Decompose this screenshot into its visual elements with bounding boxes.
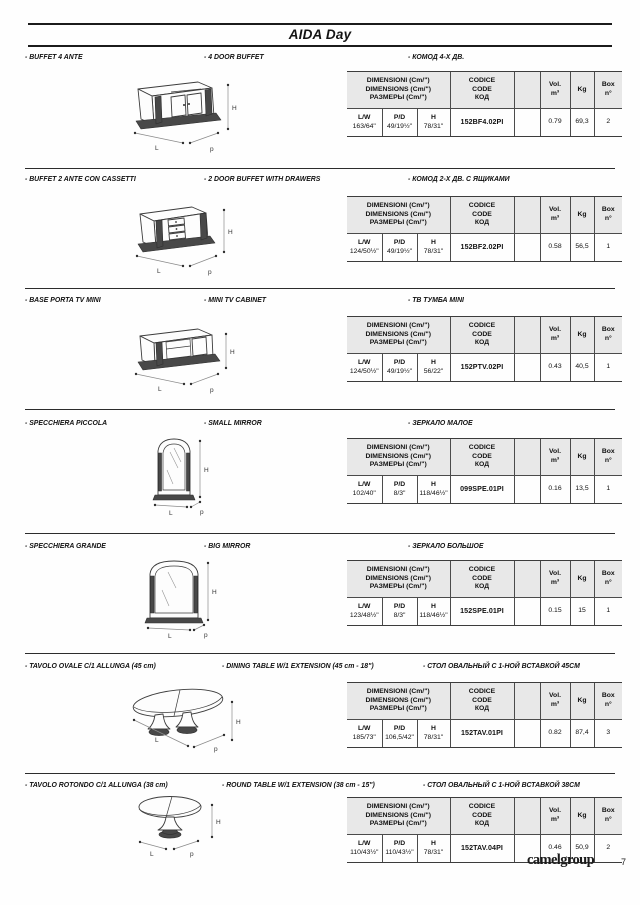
dimensions-header: DIMENSIONI (Cm/") DIMENSIONS (Cm/") РАЗМЕРЫ (Cm/") — [347, 317, 450, 354]
volume-value: 0.79 — [540, 109, 570, 137]
box-value: 1 — [594, 598, 622, 626]
weight-value: 40,5 — [570, 354, 594, 382]
product-code: 152BF2.02PI — [450, 234, 514, 262]
pd-cell: P/D 49/19½" — [382, 109, 417, 137]
section-divider — [25, 288, 615, 289]
length-dim-label: L — [169, 510, 173, 517]
height-dim-label: H — [230, 349, 235, 356]
volume-header: Vol. m³ — [540, 798, 570, 835]
box-header: Box n° — [594, 439, 622, 476]
lw-cell: L/W 124/50½" — [347, 354, 382, 382]
volume-header: Vol. m³ — [540, 197, 570, 234]
weight-header: Kg — [570, 561, 594, 598]
volume-value: 0.82 — [540, 720, 570, 748]
dimensions-header: DIMENSIONI (Cm/") DIMENSIONS (Cm/") РАЗМЕРЫ (Cm/") — [347, 683, 450, 720]
brand-logo: camelgroup — [527, 852, 595, 868]
weight-header: Kg — [570, 683, 594, 720]
weight-header: Kg — [570, 72, 594, 109]
depth-dim-label: p — [200, 509, 204, 516]
height-dim-label: H — [212, 589, 217, 596]
empty-column — [514, 683, 540, 720]
volume-header: Vol. m³ — [540, 317, 570, 354]
box-header: Box n° — [594, 561, 622, 598]
product-drawing-big-mirror — [128, 556, 248, 644]
lw-cell: L/W 163/64" — [347, 109, 382, 137]
product-code: 152TAV.01PI — [450, 720, 514, 748]
empty-cell — [514, 354, 540, 382]
product-drawing-oval-table — [128, 684, 258, 762]
code-header: CODICE CODE КОД — [450, 197, 514, 234]
box-header: Box n° — [594, 798, 622, 835]
h-cell: H 78/31" — [417, 234, 450, 262]
length-dim-label: L — [157, 268, 161, 275]
code-header: CODICE CODE КОД — [450, 439, 514, 476]
label-english: - 2 DOOR BUFFET WITH DRAWERS — [204, 176, 321, 183]
label-russian: - ТВ ТУМБА MINI — [408, 297, 464, 304]
empty-cell — [514, 234, 540, 262]
height-dim-label: H — [216, 819, 221, 826]
height-dim-label: H — [228, 229, 233, 236]
box-header: Box n° — [594, 317, 622, 354]
page-title: AIDA Day — [288, 27, 352, 42]
product-code: 152BF4.02PI — [450, 109, 514, 137]
empty-column — [514, 72, 540, 109]
code-header: CODICE CODE КОД — [450, 798, 514, 835]
label-russian: - СТОЛ ОВАЛЬНЫЙ С 1-НОЙ ВСТАВКОЙ 38СМ — [423, 782, 580, 789]
label-russian: - ЗЕРКАЛО МАЛОЕ — [408, 420, 473, 427]
depth-dim-label: p — [208, 269, 212, 276]
label-english: - MINI TV CABINET — [204, 297, 267, 304]
spec-table — [347, 682, 622, 748]
pd-cell: P/D 110/43½" — [382, 835, 417, 863]
label-english: - BIG MIRROR — [204, 543, 251, 550]
product-drawing-buffet-2-door — [128, 194, 248, 279]
volume-value: 0.58 — [540, 234, 570, 262]
code-header: CODICE CODE КОД — [450, 561, 514, 598]
pd-cell: P/D 106,5/42" — [382, 720, 417, 748]
lw-cell: L/W 123/48½" — [347, 598, 382, 626]
product-drawing-tv-cabinet — [128, 314, 248, 394]
weight-header: Kg — [570, 439, 594, 476]
h-cell: H 56/22" — [417, 354, 450, 382]
weight-value: 87,4 — [570, 720, 594, 748]
label-italian: - TAVOLO ROTONDO C/1 ALLUNGA (38 cm) — [25, 782, 168, 789]
spec-data-row — [347, 598, 622, 626]
depth-dim-label: p — [214, 746, 218, 753]
spec-data-row — [347, 234, 622, 262]
depth-dim-label: p — [204, 632, 208, 639]
height-dim-label: H — [204, 467, 209, 474]
spec-header-row — [347, 72, 622, 109]
spec-header-row — [347, 317, 622, 354]
weight-header: Kg — [570, 798, 594, 835]
empty-column — [514, 798, 540, 835]
box-header: Box n° — [594, 72, 622, 109]
spec-header-row — [347, 561, 622, 598]
weight-value: 15 — [570, 598, 594, 626]
code-header: CODICE CODE КОД — [450, 317, 514, 354]
box-value: 1 — [594, 354, 622, 382]
weight-header: Kg — [570, 197, 594, 234]
volume-header: Vol. m³ — [540, 561, 570, 598]
label-italian: - SPECCHIERA GRANDE — [25, 543, 106, 550]
label-russian: - СТОЛ ОВАЛЬНЫЙ С 1-НОЙ ВСТАВКОЙ 45СМ — [423, 663, 580, 670]
label-italian: - SPECCHIERA PICCOLA — [25, 420, 108, 427]
label-english: - ROUND TABLE W/1 EXTENSION (38 cm - 15") — [222, 782, 375, 789]
label-italian: - BASE PORTA TV MINI — [25, 297, 101, 304]
dimensions-header: DIMENSIONI (Cm/") DIMENSIONS (Cm/") РАЗМЕРЫ (Cm/") — [347, 561, 450, 598]
page-number: 7 — [621, 857, 627, 867]
empty-column — [514, 439, 540, 476]
empty-cell — [514, 109, 540, 137]
volume-header: Vol. m³ — [540, 683, 570, 720]
label-english: - DINING TABLE W/1 EXTENSION (45 cm - 18") — [222, 663, 374, 670]
section-divider — [25, 773, 615, 774]
lw-cell: L/W 124/50½" — [347, 234, 382, 262]
product-drawing-round-table — [128, 792, 248, 862]
label-russian: - КОМОД 4-Х ДВ. — [408, 54, 465, 61]
h-cell: H 118/46½" — [417, 598, 450, 626]
empty-cell — [514, 598, 540, 626]
header-rule-bottom — [28, 45, 612, 47]
label-italian: - TAVOLO OVALE C/1 ALLUNGA (45 cm) — [25, 663, 156, 670]
label-russian: - КОМОД 2-Х ДВ. С ЯЩИКАМИ — [408, 176, 510, 183]
product-code: 099SPE.01PI — [450, 476, 514, 504]
label-english: - SMALL MIRROR — [204, 420, 262, 427]
length-dim-label: L — [168, 633, 172, 640]
pd-cell: P/D 49/19½" — [382, 354, 417, 382]
length-dim-label: L — [155, 145, 159, 152]
spec-header-row — [347, 439, 622, 476]
volume-value: 0.43 — [540, 354, 570, 382]
label-russian: - ЗЕРКАЛО БОЛЬШОЕ — [408, 543, 484, 550]
empty-column — [514, 197, 540, 234]
spec-data-row — [347, 109, 622, 137]
section-divider — [25, 168, 615, 169]
height-dim-label: H — [232, 105, 237, 112]
label-english: - 4 DOOR BUFFET — [204, 54, 264, 61]
product-drawing-small-mirror — [128, 434, 248, 522]
box-value: 1 — [594, 476, 622, 504]
spec-header-row — [347, 683, 622, 720]
box-value: 1 — [594, 234, 622, 262]
spec-data-row — [347, 476, 622, 504]
lw-cell: L/W 102/40" — [347, 476, 382, 504]
empty-cell — [514, 476, 540, 504]
dimensions-header: DIMENSIONI (Cm/") DIMENSIONS (Cm/") РАЗМЕРЫ (Cm/") — [347, 798, 450, 835]
product-code: 152TAV.04PI — [450, 835, 514, 863]
pd-cell: P/D 8/3" — [382, 476, 417, 504]
pd-cell: P/D 8/3" — [382, 598, 417, 626]
section-divider — [25, 533, 615, 534]
weight-value: 13,5 — [570, 476, 594, 504]
box-value: 3 — [594, 720, 622, 748]
weight-header: Kg — [570, 317, 594, 354]
dimensions-header: DIMENSIONI (Cm/") DIMENSIONS (Cm/") РАЗМЕРЫ (Cm/") — [347, 72, 450, 109]
depth-dim-label: p — [210, 387, 214, 394]
box-value: 2 — [594, 835, 622, 863]
weight-value: 50,9 — [570, 835, 594, 863]
volume-value: 0.46 — [540, 835, 570, 863]
spec-header-row — [347, 197, 622, 234]
product-drawing-buffet-4-door — [128, 72, 248, 157]
section-divider — [25, 653, 615, 654]
lw-cell: L/W 185/73" — [347, 720, 382, 748]
spec-header-row — [347, 798, 622, 835]
weight-value: 56,5 — [570, 234, 594, 262]
volume-header: Vol. m³ — [540, 72, 570, 109]
depth-dim-label: p — [210, 146, 214, 153]
code-header: CODICE CODE КОД — [450, 72, 514, 109]
spec-data-row — [347, 354, 622, 382]
dimensions-header: DIMENSIONI (Cm/") DIMENSIONS (Cm/") РАЗМЕРЫ (Cm/") — [347, 439, 450, 476]
volume-value: 0.15 — [540, 598, 570, 626]
code-header: CODICE CODE КОД — [450, 683, 514, 720]
length-dim-label: L — [155, 737, 159, 744]
lw-cell: L/W 110/43½" — [347, 835, 382, 863]
label-italian: - BUFFET 4 ANTE — [25, 54, 83, 61]
spec-table — [347, 196, 622, 262]
section-divider — [25, 409, 615, 410]
weight-value: 69,3 — [570, 109, 594, 137]
length-dim-label: L — [158, 386, 162, 393]
h-cell: H 78/31" — [417, 720, 450, 748]
spec-table — [347, 560, 622, 626]
spec-table — [347, 316, 622, 382]
h-cell: H 78/31" — [417, 109, 450, 137]
h-cell: H 118/46½" — [417, 476, 450, 504]
h-cell: H 78/31" — [417, 835, 450, 863]
pd-cell: P/D 49/19½" — [382, 234, 417, 262]
label-italian: - BUFFET 2 ANTE CON CASSETTI — [25, 176, 136, 183]
spec-table — [347, 71, 622, 137]
box-header: Box n° — [594, 683, 622, 720]
height-dim-label: H — [236, 719, 241, 726]
box-value: 2 — [594, 109, 622, 137]
volume-header: Vol. m³ — [540, 439, 570, 476]
volume-value: 0.16 — [540, 476, 570, 504]
product-code: 152PTV.02PI — [450, 354, 514, 382]
spec-data-row — [347, 720, 622, 748]
header-rule-top — [28, 23, 612, 25]
spec-table — [347, 438, 622, 504]
length-dim-label: L — [150, 851, 154, 858]
box-header: Box n° — [594, 197, 622, 234]
dimensions-header: DIMENSIONI (Cm/") DIMENSIONS (Cm/") РАЗМЕРЫ (Cm/") — [347, 197, 450, 234]
empty-column — [514, 561, 540, 598]
empty-column — [514, 317, 540, 354]
depth-dim-label: p — [190, 851, 194, 858]
empty-cell — [514, 720, 540, 748]
product-code: 152SPE.01PI — [450, 598, 514, 626]
